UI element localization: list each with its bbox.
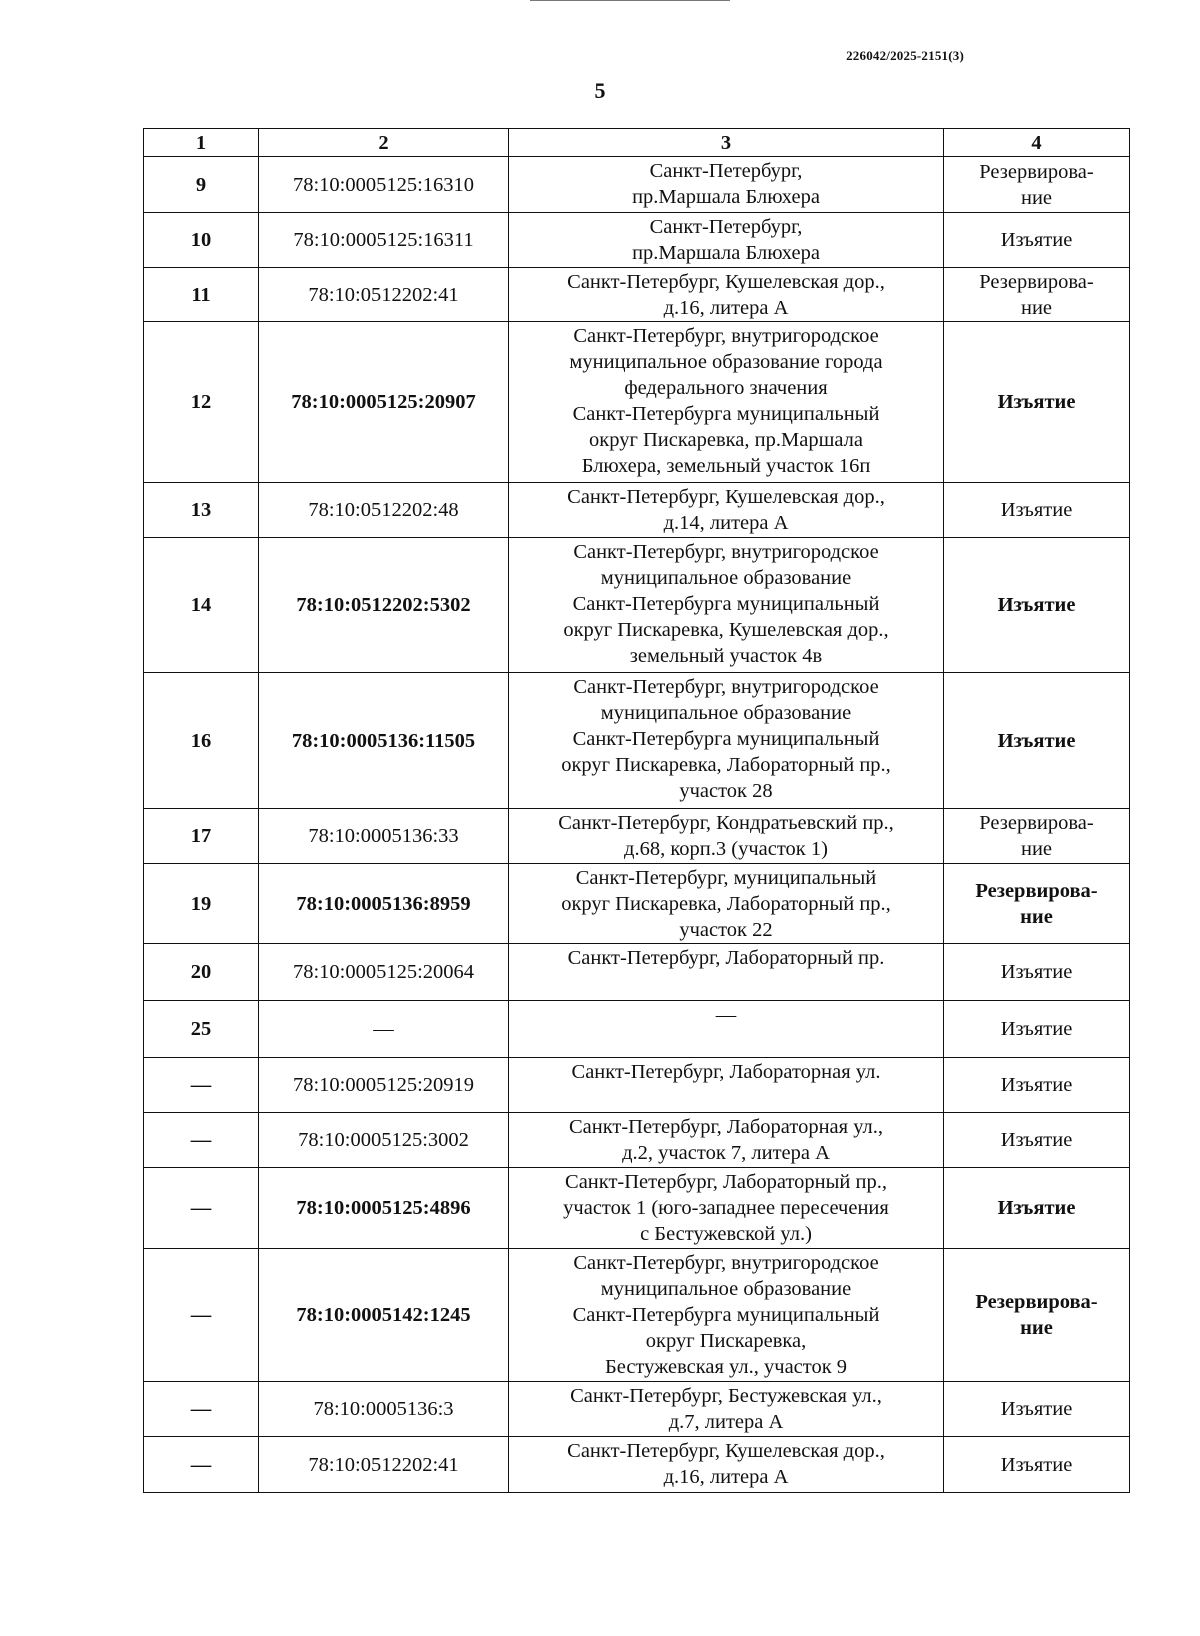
address-cell xyxy=(509,538,944,673)
address-line: с Бестужевской ул.) xyxy=(640,1223,812,1245)
address-cell xyxy=(509,673,944,809)
action-line: Резервирова- xyxy=(975,879,1098,902)
address-line: Санкт-Петербурга муниципальный xyxy=(572,1304,880,1326)
address-line: Санкт-Петербург, Кондратьевский пр., xyxy=(558,812,894,834)
address-line: Бестужевская ул., участок 9 xyxy=(604,1356,848,1378)
row-number: 9 xyxy=(144,157,259,213)
address-line: округ Пискаревка, Лабораторный пр., xyxy=(561,754,891,776)
header-col-1: 1 xyxy=(144,129,259,157)
address-line: Санкт-Петербург, Лабораторный пр. xyxy=(567,947,885,969)
action-line: Изъятие xyxy=(1000,499,1073,521)
cadastral-number: 78:10:0005125:4896 xyxy=(259,1168,509,1249)
action-line: Резервирова- xyxy=(979,812,1094,834)
table-row xyxy=(144,213,1130,268)
address-line: д.16, литера А xyxy=(663,1466,789,1488)
action-line: Изъятие xyxy=(1000,1074,1073,1096)
scan-top-rule xyxy=(530,0,730,1)
address-line: д.14, литера А xyxy=(663,512,789,534)
row-number: 25 xyxy=(144,1001,259,1058)
action-cell xyxy=(944,157,1130,213)
table-row xyxy=(144,1001,1130,1058)
address-line: округ Пискаревка, xyxy=(645,1330,807,1352)
cadastral-number: 78:10:0005136:3 xyxy=(259,1382,509,1437)
address-line: Санкт-Петербург, Лабораторная ул. xyxy=(571,1061,881,1083)
table-row xyxy=(144,1058,1130,1113)
land-plots-table xyxy=(143,128,1130,1493)
address-cell xyxy=(509,213,944,268)
address-line: Санкт-Петербург, муниципальный xyxy=(575,867,877,889)
address-cell xyxy=(509,157,944,213)
address-line: муниципальное образование xyxy=(600,567,852,589)
table-row xyxy=(144,1437,1130,1493)
row-number: — xyxy=(144,1249,259,1382)
address-cell xyxy=(509,268,944,322)
cadastral-number: 78:10:0512202:48 xyxy=(259,483,509,538)
address-line: д.7, литера А xyxy=(668,1411,784,1433)
address-cell xyxy=(509,944,944,1001)
address-line: участок 1 (юго-западнее пересечения xyxy=(563,1197,889,1219)
table-row xyxy=(144,864,1130,944)
table-row xyxy=(144,809,1130,864)
action-line: Изъятие xyxy=(997,729,1076,752)
action-cell xyxy=(944,483,1130,538)
table-row xyxy=(144,673,1130,809)
row-number: 11 xyxy=(144,268,259,322)
table-header-row xyxy=(144,129,1130,157)
action-cell xyxy=(944,538,1130,673)
action-cell xyxy=(944,1382,1130,1437)
row-number: 12 xyxy=(144,322,259,483)
address-line: Санкт-Петербург, xyxy=(649,160,803,182)
address-line: муниципальное образование xyxy=(600,702,852,724)
address-cell xyxy=(509,1382,944,1437)
action-line: ние xyxy=(1020,1317,1053,1339)
table-row xyxy=(144,538,1130,673)
cadastral-number: 78:10:0512202:41 xyxy=(259,268,509,322)
address-line: Блюхера, земельный участок 16п xyxy=(581,455,871,477)
action-cell xyxy=(944,1437,1130,1493)
cadastral-number: 78:10:0005142:1245 xyxy=(259,1249,509,1382)
row-number: 17 xyxy=(144,809,259,864)
address-line: муниципальное образование города xyxy=(569,351,883,373)
cadastral-number: — xyxy=(259,1001,509,1058)
cadastral-number: 78:10:0005136:8959 xyxy=(259,864,509,944)
address-cell xyxy=(509,1437,944,1493)
action-line: Изъятие xyxy=(1000,1129,1073,1151)
row-number: 16 xyxy=(144,673,259,809)
action-line: Изъятие xyxy=(1000,1398,1073,1420)
address-line: Санкт-Петербург, Кушелевская дор., xyxy=(567,1440,885,1462)
action-line: ние xyxy=(1020,296,1053,319)
action-cell xyxy=(944,1168,1130,1249)
table-row xyxy=(144,322,1130,483)
action-line: Изъятие xyxy=(1000,961,1073,983)
address-line: Санкт-Петербурга муниципальный xyxy=(572,593,880,615)
address-line: пр.Маршала Блюхера xyxy=(632,186,820,208)
address-line: Санкт-Петербург, внутригородское xyxy=(573,676,879,698)
cadastral-number: 78:10:0005125:20907 xyxy=(259,322,509,483)
address-line: — xyxy=(715,1004,737,1026)
action-cell xyxy=(944,1113,1130,1168)
action-cell xyxy=(944,944,1130,1001)
address-line: д.16, литера А xyxy=(663,297,789,319)
row-number: — xyxy=(144,1113,259,1168)
action-cell xyxy=(944,322,1130,483)
action-line: Резервирова- xyxy=(979,160,1094,183)
action-line: ние xyxy=(1020,905,1053,928)
address-line: федерального значения xyxy=(624,377,828,399)
address-cell xyxy=(509,483,944,538)
cadastral-number: 78:10:0005125:20064 xyxy=(259,944,509,1001)
action-cell xyxy=(944,1249,1130,1382)
address-cell xyxy=(509,1249,944,1382)
address-line: Санкт-Петербург, Лабораторная ул., xyxy=(568,1116,884,1138)
address-line: участок 28 xyxy=(679,780,773,802)
table-row xyxy=(144,1168,1130,1249)
action-cell xyxy=(944,673,1130,809)
address-cell xyxy=(509,1001,944,1058)
address-line: земельный участок 4в xyxy=(629,645,823,667)
address-line: д.68, корп.3 (участок 1) xyxy=(624,838,828,860)
action-line: Резервирова- xyxy=(975,1291,1098,1313)
row-number: 19 xyxy=(144,864,259,944)
cadastral-number: 78:10:0005125:20919 xyxy=(259,1058,509,1113)
cadastral-number: 78:10:0005136:33 xyxy=(259,809,509,864)
cadastral-number: 78:10:0005125:16311 xyxy=(259,213,509,268)
address-line: округ Пискаревка, пр.Маршала xyxy=(589,429,863,451)
action-line: Изъятие xyxy=(997,1197,1076,1219)
address-line: округ Пискаревка, Лабораторный пр., xyxy=(561,893,891,915)
address-line: Санкт-Петербург, внутригородское xyxy=(573,541,879,563)
row-number: — xyxy=(144,1058,259,1113)
address-cell xyxy=(509,1058,944,1113)
table-row xyxy=(144,483,1130,538)
address-line: пр.Маршала Блюхера xyxy=(632,242,820,264)
row-number: 14 xyxy=(144,538,259,673)
action-cell xyxy=(944,213,1130,268)
address-line: Санкт-Петербург, Лабораторный пр., xyxy=(565,1171,887,1193)
address-cell xyxy=(509,1168,944,1249)
address-line: д.2, участок 7, литера А xyxy=(622,1142,830,1164)
cadastral-number: 78:10:0512202:41 xyxy=(259,1437,509,1493)
row-number: 13 xyxy=(144,483,259,538)
action-cell xyxy=(944,268,1130,322)
address-line: Санкт-Петербург, xyxy=(649,216,803,238)
cadastral-number: 78:10:0512202:5302 xyxy=(259,538,509,673)
page-number: 5 xyxy=(594,78,606,103)
address-line: Санкт-Петербург, внутригородское xyxy=(573,1252,879,1274)
table-row xyxy=(144,944,1130,1001)
address-line: Санкт-Петербурга муниципальный xyxy=(572,728,880,750)
cadastral-number: 78:10:0005136:11505 xyxy=(259,673,509,809)
address-line: Санкт-Петербург, Кушелевская дор., xyxy=(567,486,885,508)
action-cell xyxy=(944,1001,1130,1058)
cadastral-number: 78:10:0005125:16310 xyxy=(259,157,509,213)
row-number: — xyxy=(144,1168,259,1249)
action-line: Изъятие xyxy=(997,391,1076,413)
table-row xyxy=(144,1382,1130,1437)
address-line: Санкт-Петербург, Бестужевская ул., xyxy=(570,1385,882,1407)
address-line: Санкт-Петербург, внутригородское xyxy=(573,325,879,347)
table-body xyxy=(144,157,1130,1493)
address-line: Санкт-Петербурга муниципальный xyxy=(572,403,880,425)
row-number: 20 xyxy=(144,944,259,1001)
address-line: участок 22 xyxy=(679,919,773,941)
action-line: Резервирова- xyxy=(979,270,1094,293)
table-row xyxy=(144,268,1130,322)
header-col-2: 2 xyxy=(259,129,509,157)
action-cell xyxy=(944,1058,1130,1113)
table-row xyxy=(144,157,1130,213)
address-line: Санкт-Петербург, Кушелевская дор., xyxy=(567,271,885,293)
header-col-3: 3 xyxy=(509,129,944,157)
action-line: Изъятие xyxy=(1000,229,1073,251)
action-cell xyxy=(944,864,1130,944)
address-cell xyxy=(509,864,944,944)
table-row xyxy=(144,1249,1130,1382)
action-cell xyxy=(944,809,1130,864)
action-line: ние xyxy=(1020,186,1053,209)
action-line: Изъятие xyxy=(1000,1453,1073,1476)
row-number: 10 xyxy=(144,213,259,268)
address-cell xyxy=(509,809,944,864)
address-cell xyxy=(509,322,944,483)
row-number: — xyxy=(144,1437,259,1493)
document-id: 226042/2025-2151(3) xyxy=(846,48,964,63)
action-line: ние xyxy=(1020,838,1053,860)
address-line: округ Пискаревка, Кушелевская дор., xyxy=(563,619,889,641)
action-line: Изъятие xyxy=(997,594,1076,616)
table-row xyxy=(144,1113,1130,1168)
header-col-4: 4 xyxy=(944,129,1130,157)
cadastral-number: 78:10:0005125:3002 xyxy=(259,1113,509,1168)
address-line: муниципальное образование xyxy=(600,1278,852,1300)
action-line: Изъятие xyxy=(1000,1018,1073,1040)
row-number: — xyxy=(144,1382,259,1437)
address-cell xyxy=(509,1113,944,1168)
